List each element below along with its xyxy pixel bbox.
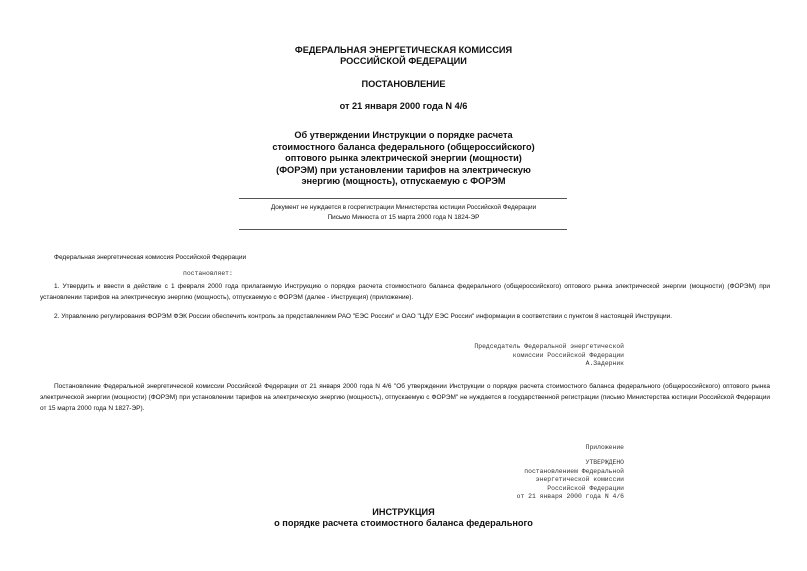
approval-line: энергетической комиссии (535, 476, 624, 484)
document-title-line: Об утверждении Инструкции о порядке расчета (294, 130, 513, 140)
decree-word: постановляет: (183, 270, 233, 277)
document-title-line: стоимостного баланса федерального (общероссийского) (272, 141, 535, 152)
document-title-line: энергию (мощность), отпускаемую с ФОРЭМ (301, 176, 506, 186)
commission-name-line1: ФЕДЕРАЛЬНАЯ ЭНЕРГЕТИЧЕСКАЯ КОМИССИЯ (294, 45, 513, 55)
document-title-line: (ФОРЭМ) при установлении тарифов на электрическую (276, 164, 531, 175)
registration-note-line1: Документ не нуждается в госрегистрации Министерства юстиции Российской Федерации (270, 204, 537, 211)
instruction-subtitle: о порядке расчета стоимостного баланса федерального (274, 518, 533, 528)
approval-stamp (517, 459, 624, 502)
signature-name: А.Задерник (585, 360, 624, 368)
divider-top (239, 198, 567, 199)
signature-line: комиссии Российской Федерации (512, 351, 624, 359)
registration-footnote: Постановление Федеральной энергетической комиссии Российской Федерации от 21 января 2000 года N 4/6 "Об утверждении Инструкции о порядке расчета стоимостного баланса федерального (общероссийского) оптового рынка электрической энергии (мощности) (ФОРЭМ) при установлении тарифов на электрическую энергию (мощность), отпускаемую с ФОРЭМ" не нуждается в государственной регистрации (письмо Министерства юстиции Российской Федерации от 15 марта 2000 года N 1827-ЭР). (40, 383, 770, 412)
appendix-label: Приложение (585, 444, 624, 451)
document-type: ПОСТАНОВЛЕНИЕ (361, 79, 446, 89)
signature-line: Председатель Федеральной энергетической (474, 343, 624, 350)
approval-line: от 21 января 2000 года N 4/6 (516, 493, 624, 501)
signature-block (474, 343, 624, 369)
document-title-line: оптового рынка электрической энергии (мощности) (285, 153, 522, 163)
approval-line: Российской Федерации (547, 484, 624, 492)
instruction-title: ИНСТРУКЦИЯ (372, 507, 435, 517)
intro-text: Федеральная энергетическая комиссия Российской Федерации (54, 254, 247, 261)
approval-line: постановлением Федеральной (524, 467, 624, 475)
commission-name-line2: РОССИЙСКОЙ ФЕДЕРАЦИИ (340, 56, 467, 66)
approval-line: УТВЕРЖДЕНО (585, 459, 624, 466)
registration-note-line2: Письмо Минюста от 15 марта 2000 года N 1824-ЭР (327, 214, 480, 221)
divider-bottom (239, 229, 567, 230)
decree-item-1: 1. Утвердить и ввести в действие с 1 февраля 2000 года прилагаемую Инструкцию о порядке расчета стоимостного баланса федерального (общероссийского) оптового рынка электрической энергии (мощности) (ФОРЭМ) при установлении тарифов на электрическую энергию (мощность), отпускаемую с ФОРЭМ (далее - Инструкция) (приложение). (40, 283, 770, 301)
document-date-number: от 21 января 2000 года N 4/6 (339, 101, 468, 111)
decree-item-2: 2. Управлению регулирования ФОРЭМ ФЭК России обеспечить контроль за представлением РАО "ЕЭС России" и ОАО "ЦДУ ЕЭС России" информации в соответствии с пунктом 8 настоящей Инструкции. (54, 313, 673, 320)
